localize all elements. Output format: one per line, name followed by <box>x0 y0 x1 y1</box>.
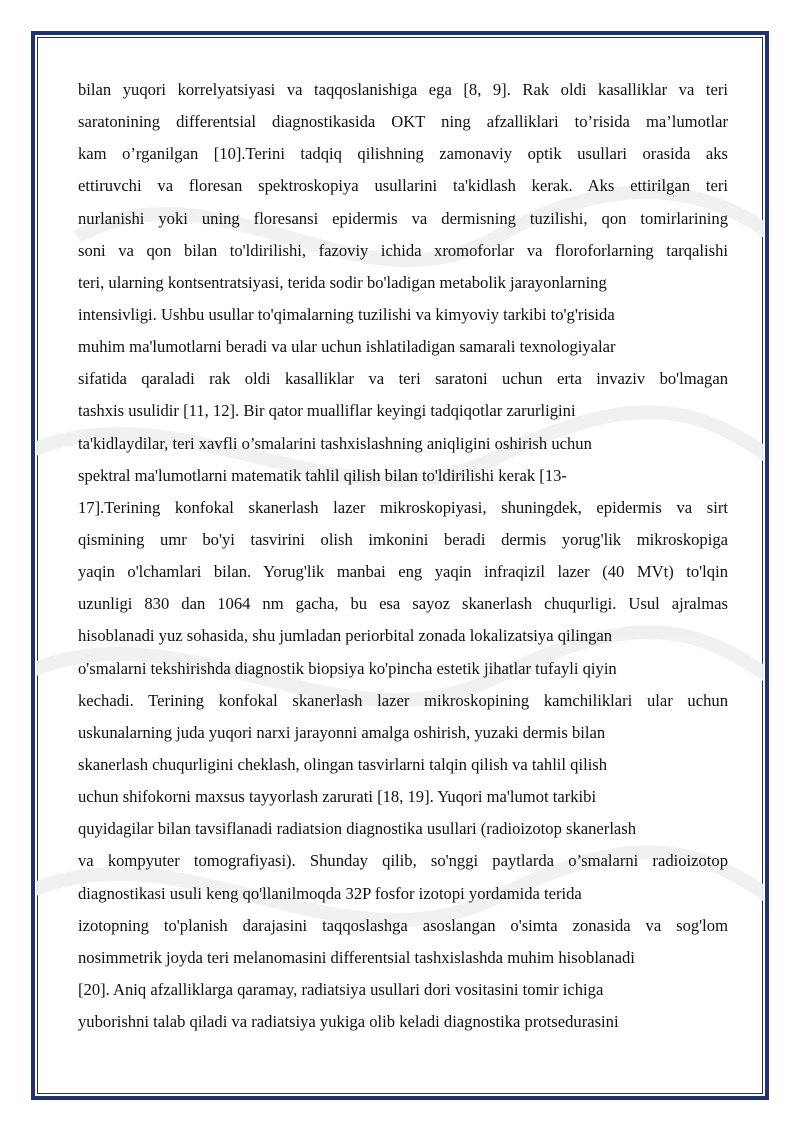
text-line: uzunligi 830 dan 1064 nm gacha, bu esa sayoz skanerlash chuqurligi. Usul ajralmas <box>78 594 728 614</box>
text-line: nurlanishi yoki uning floresansi epidermis va dermisning tuzilishi, qon tomirlarining <box>78 208 728 228</box>
text-line: ta'kidlaydilar, teri xavfli o’smalarini tashxislashning aniqligini oshirish uchun <box>78 433 592 453</box>
text-line: sifatida qaraladi rak oldi kasalliklar va teri saratoni uchun erta invaziv bo'lmagan <box>78 369 728 389</box>
text-line: tashxis usulidir [11, 12]. Bir qator mualliflar keyingi tadqiqotlar zarurligini <box>78 401 576 421</box>
text-line: uskunalarning juda yuqori narxi jarayonni amalga oshirish, yuzaki dermis bilan <box>78 722 606 742</box>
text-line: kechadi. Terining konfokal skanerlash lazer mikroskopining kamchiliklari ular uchun <box>78 690 728 710</box>
text-line: soni va qon bilan to'ldirilishi, fazoviy ichida xromoforlar va floroforlarning tarqalishi <box>78 240 728 260</box>
text-line: teri, ularning kontsentratsiyasi, terida sodir bo'ladigan metabolik jarayonlarning <box>78 272 607 292</box>
text-line: o'smalarni tekshirishda diagnostik biopsiya ko'pincha estetik jihatlar tufayli qiyin <box>78 658 617 678</box>
text-line: uchun shifokorni maxsus tayyorlash zarurati [18, 19]. Yuqori ma'lumot tarkibi <box>78 787 597 807</box>
text-line: skanerlash chuqurligini cheklash, olingan tasvirlarni talqin qilish va tahlil qilish <box>78 754 608 774</box>
text-line: spektral ma'lumotlarni matematik tahlil qilish bilan to'ldirilishi kerak [13- <box>78 465 567 485</box>
document-body <box>78 74 728 1038</box>
text-line: quyidagilar bilan tavsiflanadi radiatsion diagnostika usullari (radioizotop skanerlash <box>78 819 637 839</box>
text-line: va kompyuter tomografiyasi). Shunday qilib, so'nggi paytlarda o’smalarni radioizotop <box>78 851 728 871</box>
text-line: saratonining differentsial diagnostikasida OKT ning afzalliklari to’risida ma’lumotlar <box>78 112 728 132</box>
text-line: bilan yuqori korrelyatsiyasi va taqqoslanishiga ega [8, 9]. Rak oldi kasalliklar va teri <box>78 80 728 99</box>
text-line: 17].Terining konfokal skanerlash lazer mikroskopiyasi, shuningdek, epidermis va sirt <box>78 497 728 517</box>
text-line: ettiruvchi va floresan spektroskopiya usullarini ta'kidlash kerak. Aks ettirilgan teri <box>78 176 728 196</box>
text-line: hisoblanadi yuz sohasida, shu jumladan periorbital zonada lokalizatsiya qilingan <box>78 626 613 646</box>
text-line: qismining umr bo'yi tasvirini olish imkonini beradi dermis yorug'lik mikroskopiga <box>78 529 728 549</box>
text-line: yuborishni talab qiladi va radiatsiya yukiga olib keladi diagnostika protsedurasini <box>78 1012 619 1032</box>
text-line: [20]. Aniq afzalliklarga qaramay, radiatsiya usullari dori vositasini tomir ichiga <box>78 979 604 999</box>
text-line: muhim ma'lumotlarni beradi va ular uchun ishlatiladigan samarali texnologiyalar <box>78 337 616 357</box>
text-line: intensivligi. Ushbu usullar to'qimalarning tuzilishi va kimyoviy tarkibi to'g'risida <box>78 304 615 324</box>
text-line: kam o’rganilgan [10].Terini tadqiq qilishning zamonaviy optik usullari orasida aks <box>78 144 728 164</box>
text-line: izotopning to'planish darajasini taqqoslashga asoslangan o'simta zonasida va sog'lom <box>78 915 728 935</box>
text-line: nosimmetrik joyda teri melanomasini differentsial tashxislashda muhim hisoblanadi <box>78 947 635 967</box>
text-line: yaqin o'lchamlari bilan. Yorug'lik manbai eng yaqin infraqizil lazer (40 MVt) to'lqin <box>78 562 728 582</box>
text-line: diagnostikasi usuli keng qo'llanilmoqda 32P fosfor izotopi yordamida terida <box>78 883 582 903</box>
